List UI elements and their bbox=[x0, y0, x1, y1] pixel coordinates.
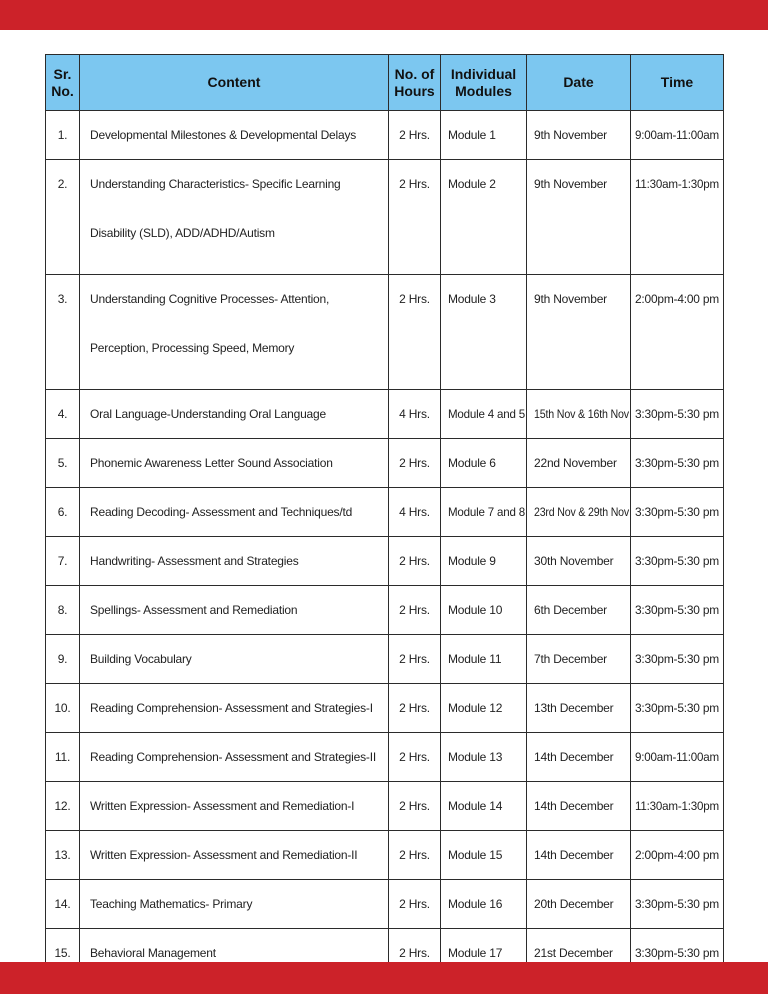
row-sr-no: 13. bbox=[46, 831, 80, 880]
row-time: 3:30pm-5:30 pm bbox=[631, 880, 724, 929]
row-module: Module 12 bbox=[441, 684, 527, 733]
row-date: 20th December bbox=[527, 880, 631, 929]
row-time: 3:30pm-5:30 pm bbox=[631, 537, 724, 586]
row-content: Reading Decoding- Assessment and Techniques/td bbox=[80, 488, 389, 537]
row-sr-no: 10. bbox=[46, 684, 80, 733]
row-content: Reading Comprehension- Assessment and Strategies-II bbox=[80, 733, 389, 782]
row-sr-no: 3. bbox=[46, 275, 80, 390]
header-sr-no: Sr. No. bbox=[46, 55, 80, 111]
row-date: 13th December bbox=[527, 684, 631, 733]
row-module: Module 16 bbox=[441, 880, 527, 929]
row-time: 9:00am-11:00am bbox=[631, 733, 724, 782]
row-module: Module 17 bbox=[441, 929, 527, 978]
row-content: Oral Language-Understanding Oral Language bbox=[80, 390, 389, 439]
row-date: 14th December bbox=[527, 831, 631, 880]
row-content: Handwriting- Assessment and Strategies bbox=[80, 537, 389, 586]
row-time: 3:30pm-5:30 pm bbox=[631, 390, 724, 439]
row-hours: 2 Hrs. bbox=[389, 880, 441, 929]
row-time: 2:00pm-4:00 pm bbox=[631, 275, 724, 390]
row-content: Developmental Milestones & Developmental Delays bbox=[80, 111, 389, 160]
row-time: 2:00pm-4:00 pm bbox=[631, 831, 724, 880]
row-date: 30th November bbox=[527, 537, 631, 586]
row-sr-no: 14. bbox=[46, 880, 80, 929]
row-date: 14th December bbox=[527, 782, 631, 831]
row-sr-no: 2. bbox=[46, 160, 80, 275]
row-hours: 2 Hrs. bbox=[389, 929, 441, 978]
row-module: Module 14 bbox=[441, 782, 527, 831]
row-hours: 4 Hrs. bbox=[389, 488, 441, 537]
table-row bbox=[46, 586, 724, 635]
row-time: 3:30pm-5:30 pm bbox=[631, 586, 724, 635]
row-module: Module 3 bbox=[441, 275, 527, 390]
row-sr-no: 7. bbox=[46, 537, 80, 586]
header-date: Date bbox=[527, 55, 631, 111]
row-date: 14th December bbox=[527, 733, 631, 782]
row-date: 21st December bbox=[527, 929, 631, 978]
row-hours: 2 Hrs. bbox=[389, 684, 441, 733]
row-hours: 2 Hrs. bbox=[389, 782, 441, 831]
row-sr-no: 9. bbox=[46, 635, 80, 684]
row-time: 3:30pm-5:30 pm bbox=[631, 439, 724, 488]
row-content: Written Expression- Assessment and Remediation-II bbox=[80, 831, 389, 880]
table-row bbox=[46, 831, 724, 880]
row-content: Behavioral Management bbox=[80, 929, 389, 978]
row-sr-no: 12. bbox=[46, 782, 80, 831]
row-sr-no: 11. bbox=[46, 733, 80, 782]
row-module: Module 9 bbox=[441, 537, 527, 586]
row-sr-no: 1. bbox=[46, 111, 80, 160]
row-module: Module 13 bbox=[441, 733, 527, 782]
row-date: 9th November bbox=[527, 275, 631, 390]
row-content: Teaching Mathematics- Primary bbox=[80, 880, 389, 929]
row-module: Module 1 bbox=[441, 111, 527, 160]
row-module: Module 4 and 5 bbox=[441, 390, 527, 439]
row-content: Understanding Characteristics- Specific Learning Disability (SLD), ADD/ADHD/Autism bbox=[80, 160, 389, 275]
row-date: 9th November bbox=[527, 160, 631, 275]
row-hours: 2 Hrs. bbox=[389, 586, 441, 635]
header-content: Content bbox=[80, 55, 389, 111]
row-hours: 2 Hrs. bbox=[389, 733, 441, 782]
table-row bbox=[46, 684, 724, 733]
row-date: 15th Nov & 16th Nov bbox=[527, 390, 631, 439]
table-row bbox=[46, 880, 724, 929]
table-row bbox=[46, 733, 724, 782]
row-module: Module 7 and 8 bbox=[441, 488, 527, 537]
row-time: 3:30pm-5:30 pm bbox=[631, 929, 724, 978]
row-content: Understanding Cognitive Processes- Attention, Perception, Processing Speed, Memory bbox=[80, 275, 389, 390]
row-content: Phonemic Awareness Letter Sound Association bbox=[80, 439, 389, 488]
table-row bbox=[46, 390, 724, 439]
row-module: Module 2 bbox=[441, 160, 527, 275]
header-hours: No. of Hours bbox=[389, 55, 441, 111]
row-time: 3:30pm-5:30 pm bbox=[631, 488, 724, 537]
header-time: Time bbox=[631, 55, 724, 111]
row-time: 3:30pm-5:30 pm bbox=[631, 635, 724, 684]
header-modules: Individual Modules bbox=[441, 55, 527, 111]
row-module: Module 6 bbox=[441, 439, 527, 488]
row-hours: 2 Hrs. bbox=[389, 439, 441, 488]
row-date: 6th December bbox=[527, 586, 631, 635]
row-sr-no: 4. bbox=[46, 390, 80, 439]
row-sr-no: 15. bbox=[46, 929, 80, 978]
table-row bbox=[46, 275, 724, 390]
row-hours: 2 Hrs. bbox=[389, 111, 441, 160]
table-row bbox=[46, 635, 724, 684]
row-module: Module 11 bbox=[441, 635, 527, 684]
row-module: Module 15 bbox=[441, 831, 527, 880]
table-row bbox=[46, 111, 724, 160]
bottom-accent-band bbox=[0, 962, 768, 994]
table-row bbox=[46, 537, 724, 586]
row-date: 22nd November bbox=[527, 439, 631, 488]
table-header-row bbox=[46, 55, 724, 111]
row-hours: 2 Hrs. bbox=[389, 537, 441, 586]
table-row bbox=[46, 439, 724, 488]
row-hours: 2 Hrs. bbox=[389, 635, 441, 684]
row-hours: 2 Hrs. bbox=[389, 831, 441, 880]
row-hours: 2 Hrs. bbox=[389, 160, 441, 275]
row-content: Written Expression- Assessment and Remediation-I bbox=[80, 782, 389, 831]
row-module: Module 10 bbox=[441, 586, 527, 635]
row-time: 3:30pm-5:30 pm bbox=[631, 684, 724, 733]
table-row bbox=[46, 488, 724, 537]
row-content: Building Vocabulary bbox=[80, 635, 389, 684]
table-row bbox=[46, 782, 724, 831]
row-content: Reading Comprehension- Assessment and Strategies-I bbox=[80, 684, 389, 733]
row-date: 9th November bbox=[527, 111, 631, 160]
row-date: 23rd Nov & 29th Nov bbox=[527, 488, 631, 537]
row-date: 7th December bbox=[527, 635, 631, 684]
row-content: Spellings- Assessment and Remediation bbox=[80, 586, 389, 635]
row-time: 11:30am-1:30pm bbox=[631, 782, 724, 831]
row-sr-no: 5. bbox=[46, 439, 80, 488]
table-row bbox=[46, 160, 724, 275]
row-hours: 2 Hrs. bbox=[389, 275, 441, 390]
row-sr-no: 6. bbox=[46, 488, 80, 537]
top-accent-band bbox=[0, 0, 768, 30]
row-time: 9:00am-11:00am bbox=[631, 111, 724, 160]
schedule-table bbox=[45, 54, 724, 978]
row-time: 11:30am-1:30pm bbox=[631, 160, 724, 275]
row-sr-no: 8. bbox=[46, 586, 80, 635]
row-hours: 4 Hrs. bbox=[389, 390, 441, 439]
